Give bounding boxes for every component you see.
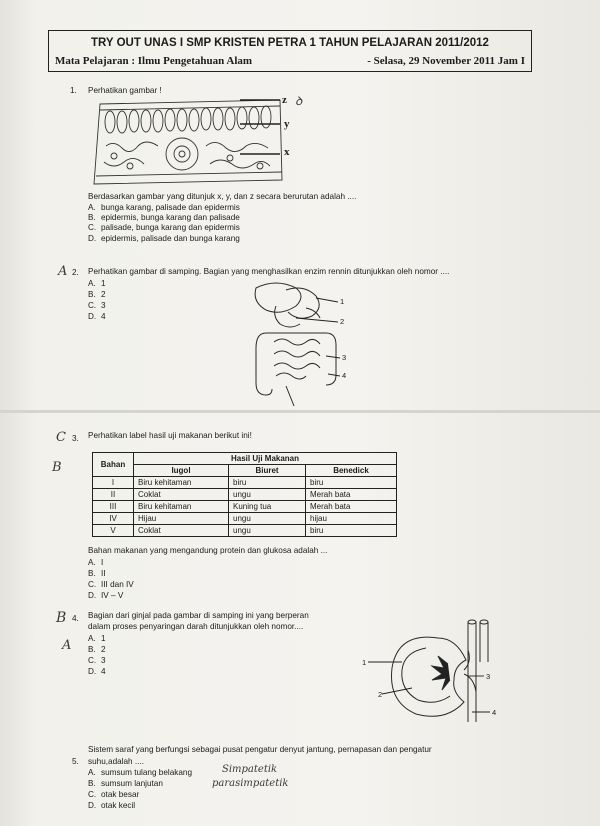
q3-prompt: Perhatikan label hasil uji makanan berikut ini! — [88, 431, 252, 440]
q5-option-d[interactable]: D. otak kecil — [88, 801, 136, 810]
q3-number: 3. — [72, 434, 79, 443]
q2-label-4: 4 — [342, 371, 347, 380]
q4-option-d[interactable]: D. 4 — [88, 667, 106, 676]
exam-title: TRY OUT UNAS I SMP KRISTEN PETRA 1 TAHUN PELAJARAN 2011/2012 — [91, 37, 489, 49]
q1-prompt: Perhatikan gambar ! — [88, 86, 162, 95]
q4-hand-mark: B — [56, 610, 67, 626]
q2-option-d[interactable]: D. 4 — [88, 312, 106, 321]
q4-label-1: 1 — [362, 658, 367, 667]
subject-label: Mata Pelajaran : Ilmu Pengetahuan Alam — [55, 55, 253, 67]
q1-option-b[interactable]: B. epidermis, bunga karang dan palisade — [88, 213, 240, 222]
q5-prompt-2: suhu,adalah .... — [88, 757, 144, 766]
kidney-figure — [368, 618, 528, 728]
col-header-iugol: Iugol — [134, 465, 229, 477]
q2-prompt: Perhatikan gambar di samping. Bagian yang menghasilkan enzim rennin ditunjukkan oleh nomor .... — [88, 267, 450, 276]
table-row: IV Hijau ungu hijau — [93, 513, 397, 525]
q4-label-2: 2 — [378, 690, 383, 699]
leaf-cross-section-figure — [90, 96, 290, 188]
q4-option-c[interactable]: C. 3 — [88, 656, 106, 665]
q5-hand-note-b: parasimpatetik — [212, 778, 289, 789]
q1-option-c[interactable]: C. palisade, bunga karang dan epidermis — [88, 223, 240, 232]
q3-option-b[interactable]: B. II — [88, 569, 106, 578]
q4-number: 4. — [72, 614, 79, 623]
q5-hand-note-a: Simpatetik — [222, 764, 278, 775]
table-row: II Coklat ungu Merah bata — [93, 489, 397, 501]
q5-prompt-1: Sistem saraf yang berfungsi sebagai pusat pengatur denyut jantung, pernapasan dan pengatur — [88, 745, 432, 754]
q1-question: Berdasarkan gambar yang ditunjuk x, y, dan z secara berurutan adalah .... — [88, 192, 357, 201]
q4-prompt-1: Bagian dari ginjal pada gambar di samping ini yang berperan — [88, 611, 309, 620]
col-header-bahan: Bahan — [93, 453, 134, 477]
q1-option-d[interactable]: D. epidermis, palisade dan bunga karang — [88, 234, 240, 243]
q1-hand-mark: ꝺ — [295, 94, 303, 108]
q2-number: 2. — [72, 268, 79, 277]
exam-header — [48, 30, 532, 72]
exam-date: - Selasa, 29 November 2011 Jam I — [367, 55, 525, 67]
q1-label-z: z — [282, 94, 287, 106]
col-header-group: Hasil Uji Makanan — [134, 453, 397, 465]
table-row: III Biru kehitaman Kuning tua Merah bata — [93, 501, 397, 513]
col-header-biuret: Biuret — [229, 465, 306, 477]
q1-label-y: y — [284, 118, 290, 130]
q4-option-b[interactable]: B. 2 — [88, 645, 106, 654]
table-row: I Biru kehitaman biru biru — [93, 477, 397, 489]
q1-label-x: x — [284, 146, 290, 158]
q2-option-a[interactable]: A. 1 — [88, 279, 106, 288]
q4-label-4: 4 — [492, 708, 497, 717]
q2-label-1: 1 — [340, 297, 345, 306]
q4-prompt-2: dalam proses penyaringan darah ditunjukkan oleh nomor.... — [88, 622, 304, 631]
q1-number: 1. — [70, 86, 77, 95]
col-header-benedick: Benedick — [306, 465, 397, 477]
q5-number: 5. — [72, 757, 79, 766]
q2-label-2: 2 — [340, 317, 345, 326]
q2-option-b[interactable]: B. 2 — [88, 290, 106, 299]
q2-option-c[interactable]: C. 3 — [88, 301, 106, 310]
q2-hand-mark: A — [58, 264, 68, 279]
q1-option-a[interactable]: A. bunga karang, palisade dan epidermis — [88, 203, 240, 212]
q3-question: Bahan makanan yang mengandung protein dan glukosa adalah ... — [88, 546, 328, 555]
q4-hand-mark-a: A — [62, 638, 72, 653]
q3-hand-mark: C — [56, 430, 66, 445]
q4-option-a[interactable]: A. 1 — [88, 634, 106, 643]
q5-option-b[interactable]: B. sumsum lanjutan — [88, 779, 163, 788]
q5-option-a[interactable]: A. sumsum tulang belakang — [88, 768, 193, 777]
q2-label-3: 3 — [342, 353, 347, 362]
q3-option-a[interactable]: A. I — [88, 558, 104, 567]
q4-label-3: 3 — [486, 672, 491, 681]
q3-option-c[interactable]: C. III dan IV — [88, 580, 134, 589]
q3-hand-mark-b: B — [52, 460, 62, 475]
food-test-table — [92, 452, 397, 537]
table-row: V Coklat ungu biru — [93, 525, 397, 537]
q3-option-d[interactable]: D. IV – V — [88, 591, 124, 600]
q5-option-c[interactable]: C. otak besar — [88, 790, 140, 799]
